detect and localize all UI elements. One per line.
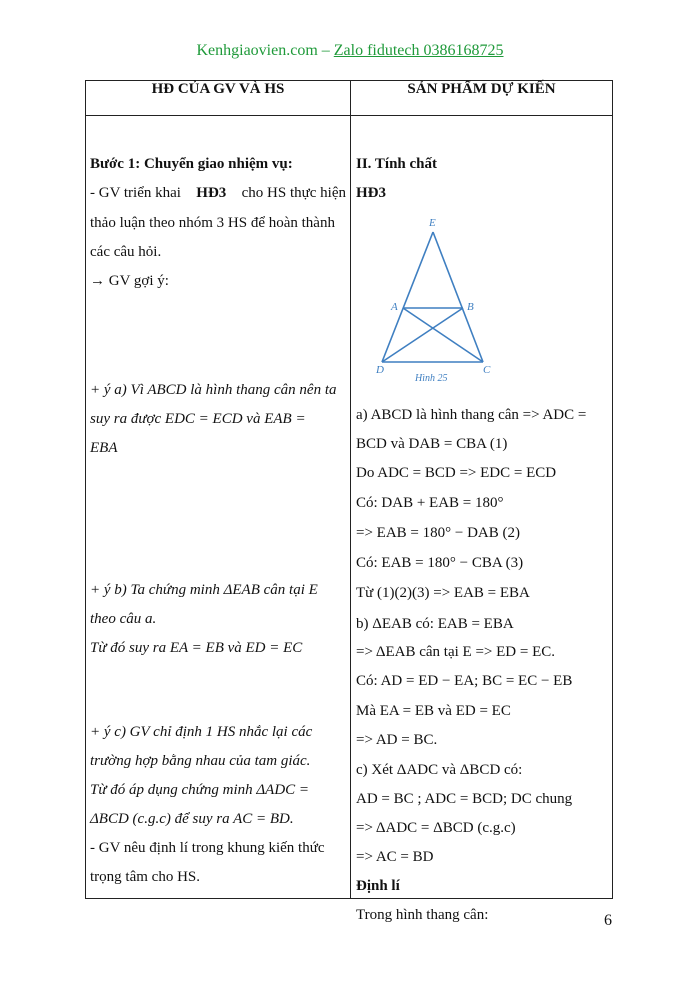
proof-line-14: AD = BC ; ADC = BCD; DC chung [356,791,573,807]
diagonal-BD [382,308,463,362]
figure-caption: Hình 25 [415,373,448,383]
edge-EC [433,232,483,362]
theorem-text: Trong hình thang cân: [356,907,489,923]
proof-line-3: Do ADC = BCD => EDC = ECD [356,465,557,481]
hint-c-3: Từ đó áp dụng chứng minh ΔADC = [90,782,310,798]
left-line-1: - GV triển khai HĐ3 cho HS thực hiện [90,185,346,201]
hint-b-3: Từ đó suy ra EA = EB và ED = EC [90,640,303,656]
teacher-note-2: trọng tâm cho HS. [90,869,200,885]
section-title: II. Tính chất [356,156,438,172]
header-separator: – [317,42,334,59]
proof-line-6: Có: EAB = 180° − CBA (3) [356,555,524,571]
proof-line-7: Từ (1)(2)(3) => EAB = EBA [356,585,530,601]
label-E: E [429,217,436,229]
zalo-contact[interactable]: Zalo fidutech 0386168725 [333,42,504,59]
proof-line-5: => EAB = 180° − DAB (2) [356,525,520,541]
teacher-activity-cell [86,116,351,899]
label-B: B [467,301,474,313]
trapezoid-figure [363,213,493,383]
col1-header: HĐ CỦA GV VÀ HS [86,81,351,116]
step-1-heading: Bước 1: Chuyển giao nhiệm vụ: [90,156,293,172]
hint-b-2: theo câu a. [90,611,157,627]
expected-product-cell [351,116,613,923]
proof-line-13: c) Xét ΔADC và ΔBCD có: [356,762,523,778]
diagonal-AC [403,308,483,362]
hint-a-2: suy ra được EDC = ECD và EAB = [90,411,306,427]
left-line-4: → GV gợi ý: [90,273,169,289]
proof-line-15: => ΔADC = ΔBCD (c.g.c) [356,820,516,836]
site-name[interactable]: Kenhgiaovien.com [196,42,318,59]
proof-line-12: => AD = BC. [356,732,438,748]
proof-line-1: a) ABCD là hình thang cân => ADC = [356,407,587,423]
proof-line-10: Có: AD = ED − EA; BC = EC − EB [356,673,573,689]
lesson-table [85,80,613,923]
col2-header: SẢN PHẨM DỰ KIẾN [351,81,613,116]
hint-b-1: + ý b) Ta chứng minh ΔEAB cân tại E [90,582,318,598]
proof-line-11: Mà EA = EB và ED = EC [356,703,511,719]
hint-c-1: + ý c) GV chỉ định 1 HS nhắc lại các [90,724,313,740]
page-number: 6 [604,912,612,929]
left-line-3: các câu hỏi. [90,244,162,260]
hint-c-4: ΔBCD (c.g.c) để suy ra AC = BD. [90,811,294,827]
theorem-heading: Định lí [356,878,400,894]
hint-a-1: + ý a) Vì ABCD là hình thang cân nên ta [90,382,337,398]
hint-a-3: EBA [90,440,118,456]
label-D: D [376,364,384,376]
proof-line-16: => AC = BD [356,849,434,865]
proof-line-9: => ΔEAB cân tại E => ED = EC. [356,644,555,660]
label-A: A [391,301,398,313]
teacher-note-1: - GV nêu định lí trong khung kiến thức [90,840,325,856]
left-line-2: thảo luận theo nhóm 3 HS để hoàn thành [90,215,335,231]
proof-line-8: b) ΔEAB có: EAB = EBA [356,616,514,632]
activity-label: HĐ3 [356,185,386,201]
proof-line-4: Có: DAB + EAB = 180° [356,495,504,511]
edge-ED [382,232,433,362]
proof-line-2: BCD và DAB = CBA (1) [356,436,508,452]
page-header [0,42,700,60]
label-C: C [483,364,491,376]
hint-c-2: trường hợp bằng nhau của tam giác. [90,753,311,769]
